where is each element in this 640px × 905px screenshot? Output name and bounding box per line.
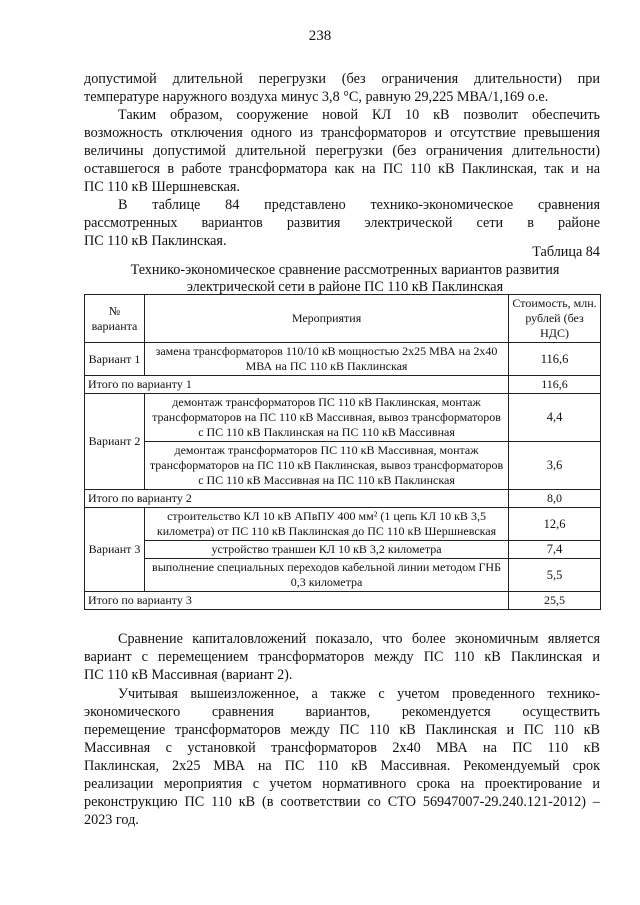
- total-label: Итого по варианту 3: [85, 592, 509, 610]
- paragraph-line: величины допустимой длительной перегрузки (без ограничения длительности): [84, 143, 600, 159]
- paragraph-line: вариант с перемещением трансформаторов между ПС 110 кВ Паклинская и: [84, 649, 600, 665]
- header-variant: № варианта: [85, 295, 145, 343]
- paragraph-line: рассмотренных вариантов развития электрической сети в районе: [84, 215, 600, 231]
- paragraph-line: ПС 110 кВ Шершневская.: [84, 179, 240, 195]
- paragraph-line: Сравнение капиталовложений показало, что более экономичным является: [118, 631, 600, 647]
- total-label: Итого по варианту 2: [85, 490, 509, 508]
- paragraph-line: ПС 110 кВ Массивная (вариант 2).: [84, 667, 293, 683]
- cost-cell: 4,4: [509, 394, 601, 442]
- paragraph-line: возможность отключения одного из трансформаторов и отсутствие превышения: [84, 125, 600, 141]
- total-row: [85, 490, 601, 508]
- paragraph-line: В таблице 84 представлено технико-экономическое сравнения: [118, 197, 600, 213]
- paragraph-line: перемещение трансформаторов между ПС 110 кВ Паклинская и ПС 110 кВ: [84, 722, 600, 738]
- variant-label: Вариант 3: [85, 508, 145, 592]
- paragraph-line: Таким образом, сооружение новой КЛ 10 кВ позволит обеспечить: [118, 107, 600, 123]
- variant-label: Вариант 1: [85, 343, 145, 376]
- table-caption-line: Технико-экономическое сравнение рассмотренных вариантов развития: [130, 262, 560, 278]
- measure-cell: строительство КЛ 10 кВ АПвПУ 400 мм² (1 цепь КЛ 10 кВ 3,5 километра) от ПС 110 кВ Паклинская до ПС 110 кВ Шершневская: [144, 508, 508, 541]
- table-number: Таблица 84: [532, 244, 600, 260]
- header-cost: Стоимость, млн. рублей (без НДС): [509, 295, 601, 343]
- total-label: Итого по варианту 1: [85, 376, 509, 394]
- total-row: [85, 376, 601, 394]
- table-caption: [90, 262, 600, 296]
- measure-cell: демонтаж трансформаторов ПС 110 кВ Массивная, монтаж трансформаторов на ПС 110 кВ Паклинская, вывоз трансформаторов с ПС 110 кВ Массивная на ПС 110 кВ Паклинская: [144, 442, 508, 490]
- cost-cell: 7,4: [509, 541, 601, 559]
- paragraph-line: оставшегося в работе трансформатора как на ПС 110 кВ Паклинская, так и на: [84, 161, 600, 177]
- page-number: 238: [308, 28, 332, 44]
- paragraph-line: допустимой длительной перегрузки (без ограничения длительности) при: [84, 71, 600, 87]
- table-caption-line: электрической сети в районе ПС 110 кВ Паклинская: [186, 279, 504, 295]
- table-row: [85, 343, 601, 376]
- header-measures: Мероприятия: [144, 295, 508, 343]
- cost-cell: 12,6: [509, 508, 601, 541]
- total-cost: 8,0: [509, 490, 601, 508]
- paragraph-line: ПС 110 кВ Паклинская.: [84, 233, 227, 249]
- paragraph-line: Массивная с установкой трансформаторов 2х40 МВА на ПС 110 кВ: [84, 740, 600, 756]
- table-row: [85, 559, 601, 592]
- paragraph-line: 2023 год.: [84, 812, 139, 828]
- variant-label: Вариант 2: [85, 394, 145, 490]
- paragraph-line: температуре наружного воздуха минус 3,8 °С, равную 29,225 МВА/1,169 о.е.: [84, 89, 549, 105]
- measure-cell: замена трансформаторов 110/10 кВ мощностью 2х25 МВА на 2х40 МВА на ПС 110 кВ Паклинская: [144, 343, 508, 376]
- cost-cell: 5,5: [509, 559, 601, 592]
- comparison-table: [84, 294, 601, 610]
- table-row: [85, 442, 601, 490]
- cost-cell: 3,6: [509, 442, 601, 490]
- measure-cell: выполнение специальных переходов кабельной линии методом ГНБ 0,3 километра: [144, 559, 508, 592]
- paragraph-line: реконструкцию ПС 110 кВ (в соответствии со СТО 56947007-29.240.121-2012) –: [84, 794, 600, 810]
- total-cost: 116,6: [509, 376, 601, 394]
- paragraph-line: реализации мероприятия с учетом нормативного срока на проектирование и: [84, 776, 600, 792]
- table-row: [85, 394, 601, 442]
- table-header-row: [85, 295, 601, 343]
- table-row: [85, 508, 601, 541]
- total-row: [85, 592, 601, 610]
- paragraph-line: Учитывая вышеизложенное, а также с учетом проведенного технико-: [118, 686, 600, 702]
- measure-cell: устройство траншеи КЛ 10 кВ 3,2 километра: [144, 541, 508, 559]
- table-row: [85, 541, 601, 559]
- paragraph-line: экономического сравнения вариантов, рекомендуется осуществить: [84, 704, 600, 720]
- total-cost: 25,5: [509, 592, 601, 610]
- paragraph-line: Паклинская, 2х25 МВА на ПС 110 кВ Массивная. Рекомендуемый срок: [84, 758, 600, 774]
- cost-cell: 116,6: [509, 343, 601, 376]
- measure-cell: демонтаж трансформаторов ПС 110 кВ Паклинская, монтаж трансформаторов на ПС 110 кВ Массивная, вывоз трансформаторов с ПС 110 кВ Паклинская на ПС 110 кВ Массивная: [144, 394, 508, 442]
